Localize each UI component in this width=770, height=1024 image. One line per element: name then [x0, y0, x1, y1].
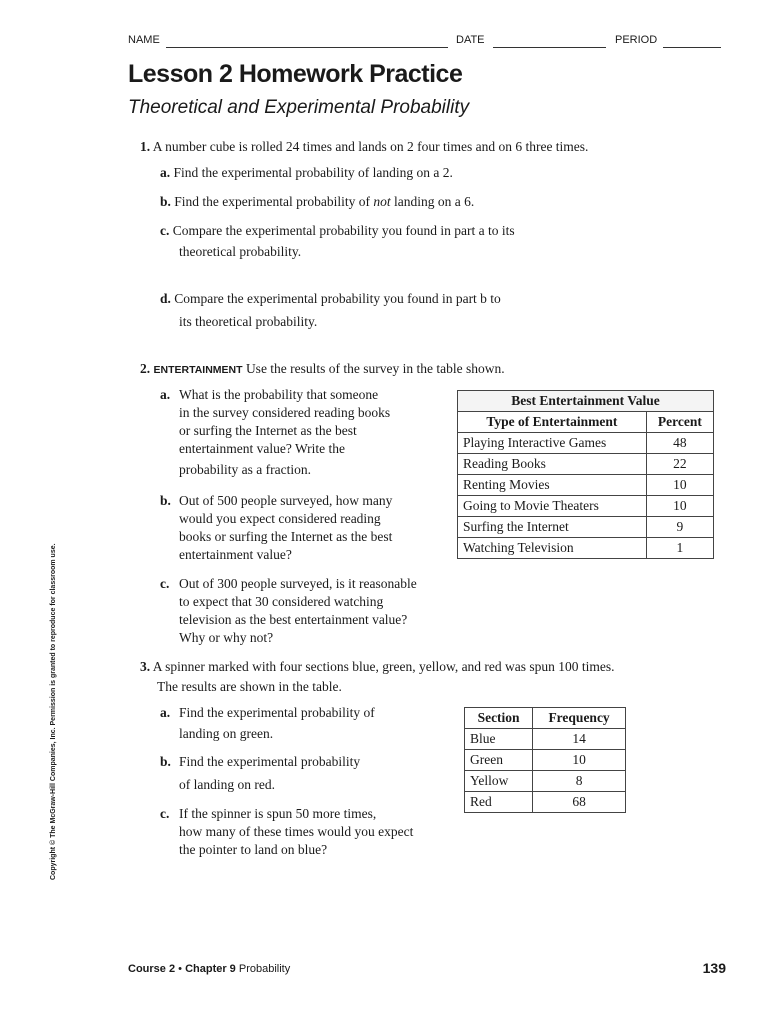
date-label: DATE [456, 34, 485, 46]
copyright-sidebar: Copyright © The McGraw-Hill Companies, Inc. Permission is granted to reproduce for classroom use. [50, 543, 57, 880]
table-caption: Best Entertainment Value [457, 390, 714, 411]
table-header-row: Section Frequency [465, 708, 626, 729]
table-row: Green 10 [465, 750, 626, 771]
table-row: Playing Interactive Games 48 [458, 433, 714, 454]
q1-text: A number cube is rolled 24 times and lands on 2 four times and on 6 three times. [152, 139, 589, 154]
table-row: Surfing the Internet 9 [458, 517, 714, 538]
page-number: 139 [702, 960, 726, 976]
entertainment-table [457, 390, 714, 559]
page-title: Lesson 2 Homework Practice [128, 60, 463, 88]
table-row: Blue 14 [465, 729, 626, 750]
name-blank[interactable] [166, 47, 448, 48]
table-row: Yellow 8 [465, 771, 626, 792]
q2-part-a: a. What is the probability that someone in the survey considered reading books or surfing the Internet as the best entertainment value? Write the probability as a fraction. [160, 387, 391, 477]
table-row: Going to Movie Theaters 10 [458, 496, 714, 517]
q2-part-b: b. Out of 500 people surveyed, how many would you expect considered reading books or surfing the Internet as the best entertainment value? [160, 493, 393, 562]
q1-number: 1. [140, 139, 151, 154]
name-label: NAME [128, 34, 160, 46]
period-blank[interactable] [663, 47, 721, 48]
footer-course: Course 2 • Chapter 9 Probability [128, 963, 291, 975]
page-subtitle: Theoretical and Experimental Probability [128, 97, 470, 118]
q1-part-b: b. Find the experimental probability of not landing on a 6. [160, 194, 475, 209]
table-row: Watching Television 1 [458, 538, 714, 559]
question-2: 2. ENTERTAINMENT Use the results of the survey in the table shown. [140, 361, 505, 376]
table-row: Reading Books 22 [458, 454, 714, 475]
q1-part-c: c. Compare the experimental probability you found in part a to its theoretical probability. [160, 223, 515, 259]
q1-part-d: d. Compare the experimental probability you found in part b to its theoretical probability. [160, 291, 501, 329]
q2-category: ENTERTAINMENT [153, 364, 243, 376]
table-row: Renting Movies 10 [458, 475, 714, 496]
spinner-table [464, 707, 626, 813]
q1-part-a: a. Find the experimental probability of landing on a 2. [160, 165, 453, 180]
question-1 [140, 138, 700, 156]
question-3: 3. A spinner marked with four sections blue, green, yellow, and red was spun 100 times. The results are shown in the table. [140, 659, 615, 694]
q3-part-c: c. If the spinner is spun 50 more times, how many of these times would you expect the pointer to land on blue? [160, 806, 414, 857]
q3-part-a: a. Find the experimental probability of landing on green. [160, 705, 375, 741]
q3-part-b: b. Find the experimental probability of landing on red. [160, 754, 361, 792]
table-row: Red 68 [465, 792, 626, 813]
q2-part-c: c. Out of 300 people surveyed, is it reasonable to expect that 30 considered watching television as the best entertainment value? Why or why not? [160, 576, 417, 645]
table-header-row: Type of Entertainment Percent [458, 412, 714, 433]
date-blank[interactable] [493, 47, 606, 48]
period-label: PERIOD [615, 34, 658, 46]
header-line [128, 34, 722, 52]
